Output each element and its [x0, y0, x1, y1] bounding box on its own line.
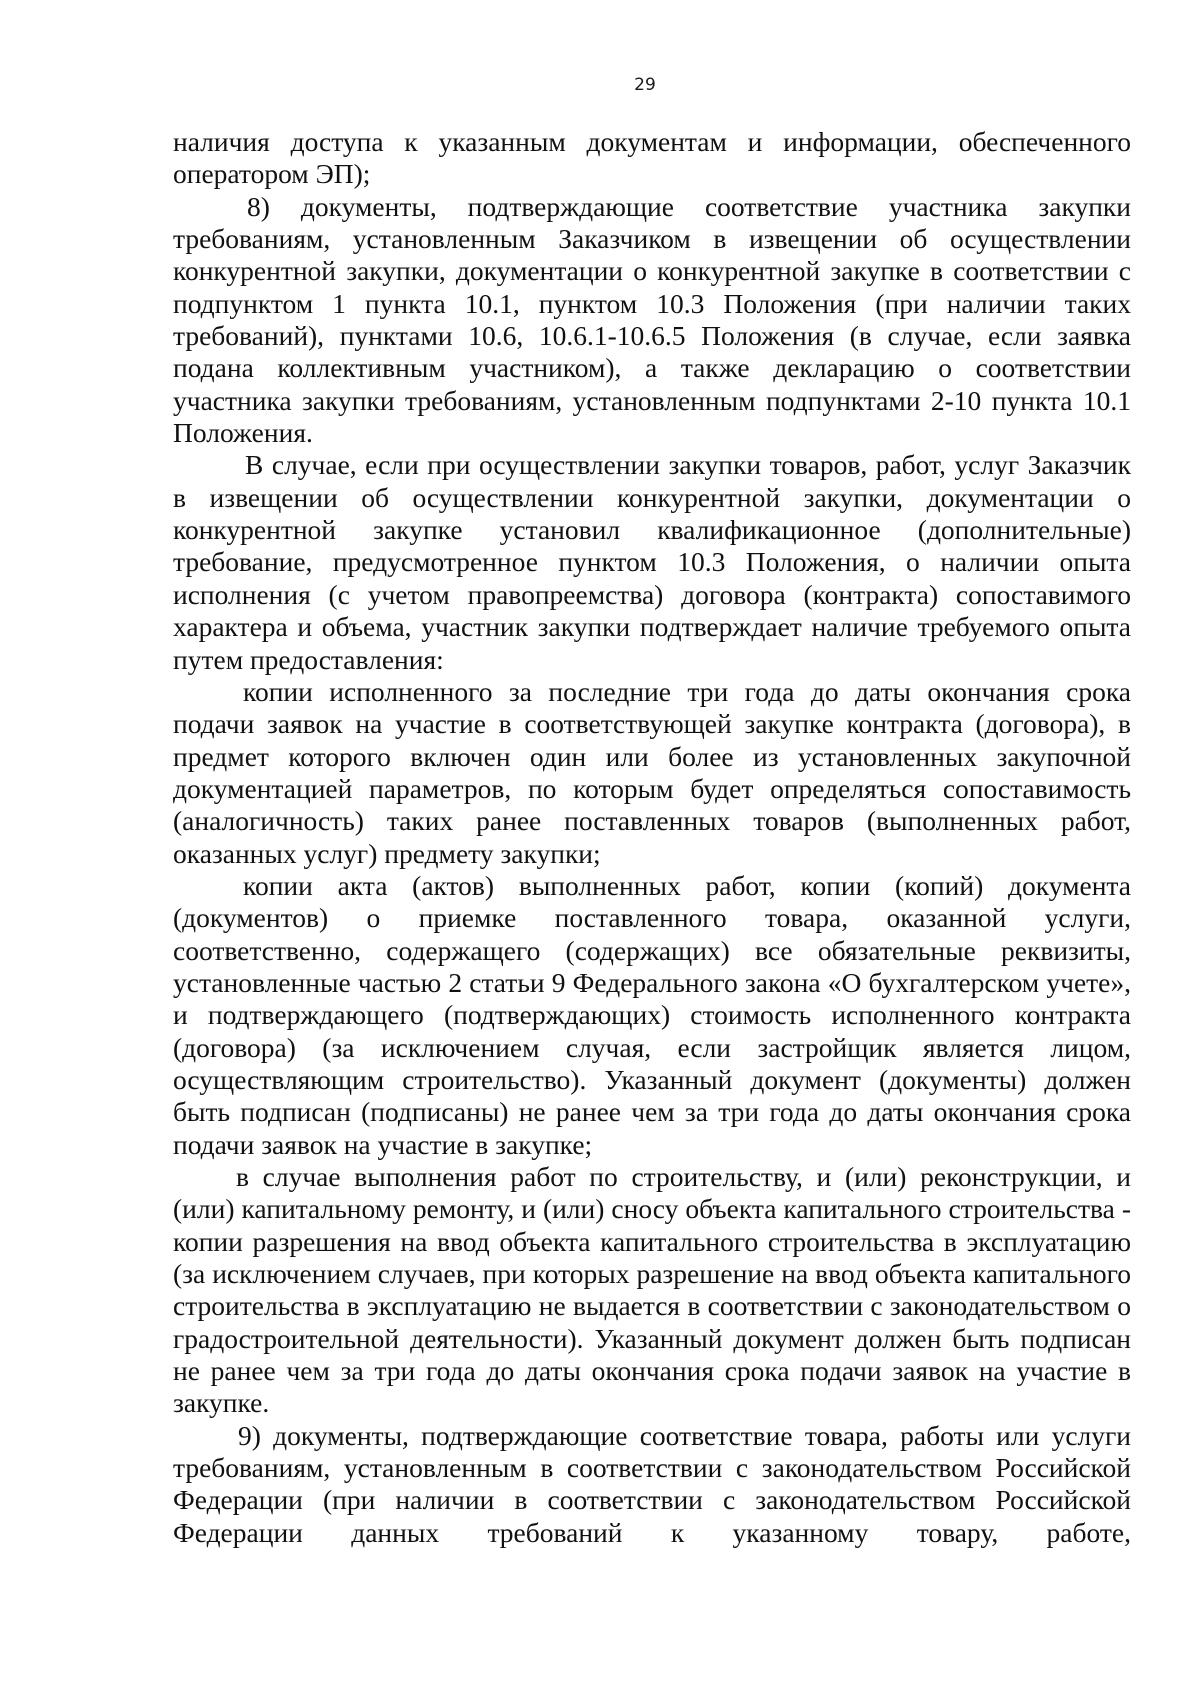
paragraph-contract-copies: копии исполненного за последние три года до даты окончания срока подачи заявок на участие в соответствующей закупке контракта (договора), в предмет которого включен один или более из установленных закупочной документацией параметров, по которым будет определяться сопоставимость (аналогичность) таких ранее поставленных товаров (выполненных работ, оказанных услуг) предмету закупки; — [173, 675, 1131, 869]
paragraph-continuation: наличия доступа к указанным документам и информации, обеспеченного оператором ЭП); — [173, 126, 1131, 190]
paragraph-construction-permits: в случае выполнения работ по строительству, и (или) реконструкции, и (или) капитальному ремонту, и (или) сносу объекта капитального строительства - копии разрешения на ввод объекта капитального строительства в эксплуатацию (за исключением случаев, при которых разрешение на ввод объекта капитального строительства в эксплуатацию не выдается в соответствии с законодательством о градостроительной деятельности). Указанный документ должен быть подписан не ранее чем за три года до даты окончания срока подачи заявок на участие в закупке. — [173, 1161, 1131, 1419]
paragraph-item-9: 9) документы, подтверждающие соответствие товара, работы или услуги требованиям, установленным в соответствии с законодательством Российской Федерации (при наличии в соответствии с законодательством Российской Федерации данных требований к указанному товару, работе, — [173, 1419, 1131, 1548]
paragraph-item-8: 8) документы, подтверждающие соответствие участника закупки требованиям, установленным Заказчиком в извещении об осуществлении конкурентной закупки, документации о конкурентной закупке в соответствии с подпунктом 1 пункта 10.1, пунктом 10.3 Положения (при наличии таких требований), пунктами 10.6, 10.6.1-10.6.5 Положения (в случае, если заявка подана коллективным участником), а также декларацию о соответствии участника закупки требованиям, установленным подпунктами 2-10 пункта 10.1 Положения. — [173, 190, 1131, 449]
document-body — [173, 126, 1131, 1549]
paragraph-acceptance-acts: копии акта (актов) выполненных работ, копии (копий) документа (документов) о приемке поставленного товара, оказанной услуги, соответственно, содержащего (содержащих) все обязательные реквизиты, установленные частью 2 статьи 9 Федерального закона «О бухгалтерском учете», и подтверждающего (подтверждающих) стоимость исполненного контракта (договора) (за исключением случая, если застройщик является лицом, осуществляющим строительство). Указанный документ (документы) должен быть подписан (подписаны) не ранее чем за три года до даты окончания срока подачи заявок на участие в закупке; — [173, 869, 1131, 1160]
paragraph-experience-requirement: В случае, если при осуществлении закупки товаров, работ, услуг Заказчик в извещении об осуществлении конкурентной закупки, документации о конкурентной закупке установил квалификационное (дополнительные) требование, предусмотренное пунктом 10.3 Положения, о наличии опыта исполнения (с учетом правопреемства) договора (контракта) сопоставимого характера и объема, участник закупки подтверждает наличие требуемого опыта путем предоставления: — [173, 449, 1131, 675]
page-number: 29 — [634, 75, 656, 95]
